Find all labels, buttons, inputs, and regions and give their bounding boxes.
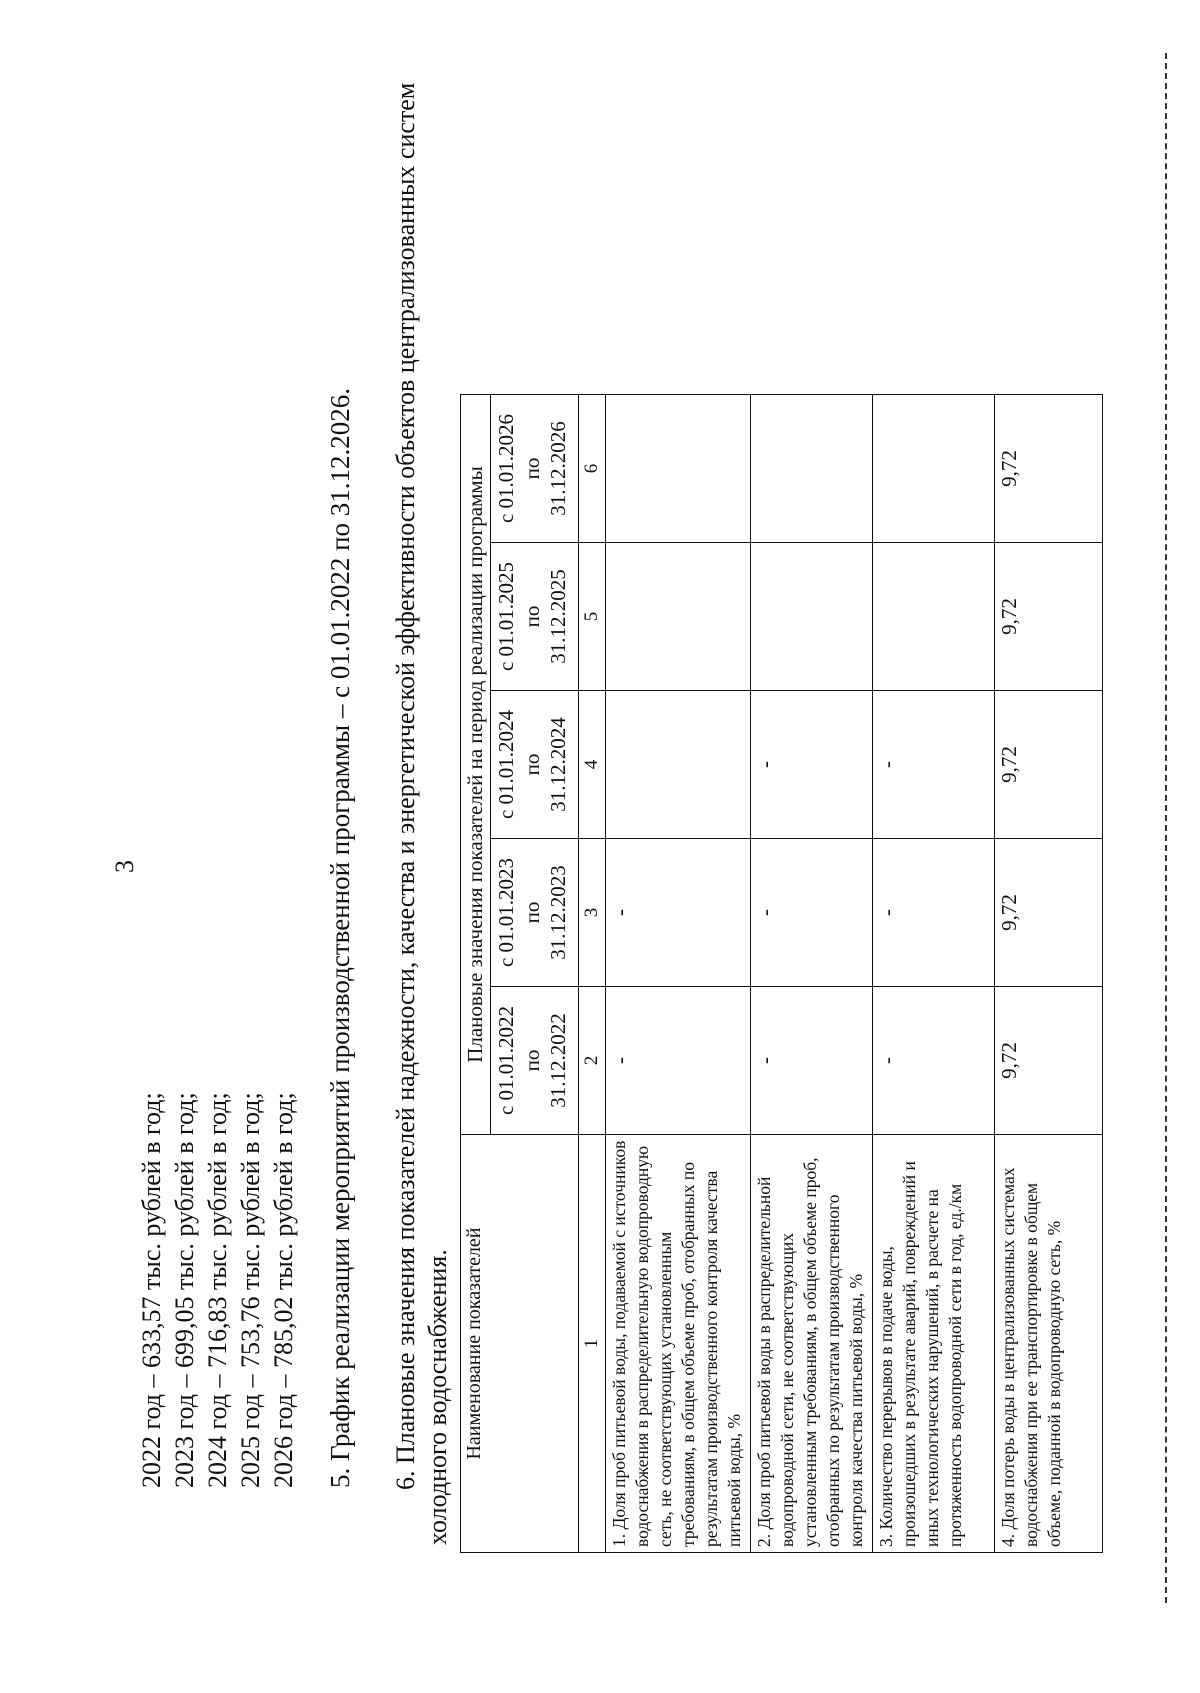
period-to: 31.12.2025 <box>546 569 570 664</box>
indicator-value <box>751 543 873 691</box>
column-number: 6 <box>579 395 606 543</box>
indicator-name: 3. Количество перерывов в подаче воды, произошедших в результате аварий, повреждений и иных технологических нарушений, в расчете на протяженность водопроводной сети в год, ед./км <box>873 1135 995 1553</box>
page-number: 3 <box>110 860 139 873</box>
indicator-value: 9,72 <box>995 987 1103 1135</box>
period-header <box>491 987 579 1135</box>
budget-line: 2025 год – 753,76 тыс. рублей в год; <box>236 1092 265 1488</box>
period-mid: по <box>520 753 544 776</box>
period-header <box>491 691 579 839</box>
indicator-value <box>606 395 751 543</box>
indicator-value <box>873 543 995 691</box>
budget-line: 2023 год – 699,05 тыс. рублей в год; <box>170 1092 199 1488</box>
column-number: 3 <box>579 839 606 987</box>
section-5-heading: 5. График реализации мероприятий производственной программы – с 01.01.2022 по 31.12.2026. <box>325 387 355 1488</box>
table-row <box>873 395 995 1553</box>
period-to: 31.12.2026 <box>546 421 570 516</box>
indicator-name: 2. Доля проб питьевой воды в распределительной водопроводной сети, не соответствующих установленным требованиям, в общем объеме проб, отобранных по результатам производственного контроля качества питьевой воды, % <box>751 1135 873 1553</box>
period-from: с 01.01.2023 <box>494 857 518 968</box>
indicators-table <box>460 394 1103 1553</box>
indicator-name: 4. Доля потерь воды в централизованных системах водоснабжения при ее транспортировке в общем объеме, поданной в водопроводную сеть, % <box>995 1135 1103 1553</box>
table-row <box>606 395 751 1553</box>
budget-line: 2026 год – 785,02 тыс. рублей в год; <box>269 1092 298 1488</box>
table-row <box>751 395 873 1553</box>
indicator-value <box>606 543 751 691</box>
plan-values-header: Плановые значения показателей на период реализации программы <box>461 395 491 1135</box>
period-mid: по <box>520 605 544 628</box>
indicator-value: - <box>751 839 873 987</box>
period-header <box>491 543 579 691</box>
budget-list <box>135 1092 300 1488</box>
column-number: 4 <box>579 691 606 839</box>
period-mid: по <box>520 457 544 480</box>
indicator-name: 1. Доля проб питьевой воды, подаваемой с источников водоснабжения в распределительную водопроводную сеть, не соответствующих установленным требованиям, в общем объеме проб, отобранных по результатам производственного контроля качества питьевой воды, % <box>606 1135 751 1553</box>
indicator-value: 9,72 <box>995 839 1103 987</box>
indicator-value: - <box>606 839 751 987</box>
period-to: 31.12.2022 <box>546 1013 570 1108</box>
indicator-value: 9,72 <box>995 691 1103 839</box>
period-mid: по <box>520 901 544 924</box>
scan-edge-dashes <box>1165 53 1167 1603</box>
period-from: с 01.01.2025 <box>494 561 518 672</box>
period-to: 31.12.2023 <box>546 865 570 960</box>
budget-line: 2022 год – 633,57 тыс. рублей в год; <box>137 1092 166 1488</box>
indicator-value: - <box>751 987 873 1135</box>
indicator-value: - <box>606 987 751 1135</box>
period-from: с 01.01.2024 <box>494 709 518 820</box>
section-6-heading: 6. Плановые значения показателей надежности, качества и энергетической эффективности объектов централизованных систем холодного водоснабжения. <box>391 82 452 1545</box>
indicator-value: - <box>873 987 995 1135</box>
indicator-value <box>606 691 751 839</box>
period-from: с 01.01.2026 <box>494 413 518 524</box>
indicator-value: 9,72 <box>995 543 1103 691</box>
column-number: 1 <box>579 1135 606 1553</box>
indicator-value <box>751 395 873 543</box>
indicator-value <box>873 395 995 543</box>
column-number: 5 <box>579 543 606 691</box>
table-row <box>995 395 1103 1553</box>
indicator-value: 9,72 <box>995 395 1103 543</box>
budget-line: 2024 год – 716,83 тыс. рублей в год; <box>203 1092 232 1488</box>
period-to: 31.12.2024 <box>546 717 570 812</box>
indicator-value: - <box>873 839 995 987</box>
indicator-value: - <box>751 691 873 839</box>
indicator-value: - <box>873 691 995 839</box>
period-mid: по <box>520 1049 544 1072</box>
name-column-header: Наименование показателей <box>461 1135 579 1553</box>
period-from: с 01.01.2022 <box>494 1005 518 1116</box>
column-number: 2 <box>579 987 606 1135</box>
period-header <box>491 839 579 987</box>
period-header <box>491 395 579 543</box>
